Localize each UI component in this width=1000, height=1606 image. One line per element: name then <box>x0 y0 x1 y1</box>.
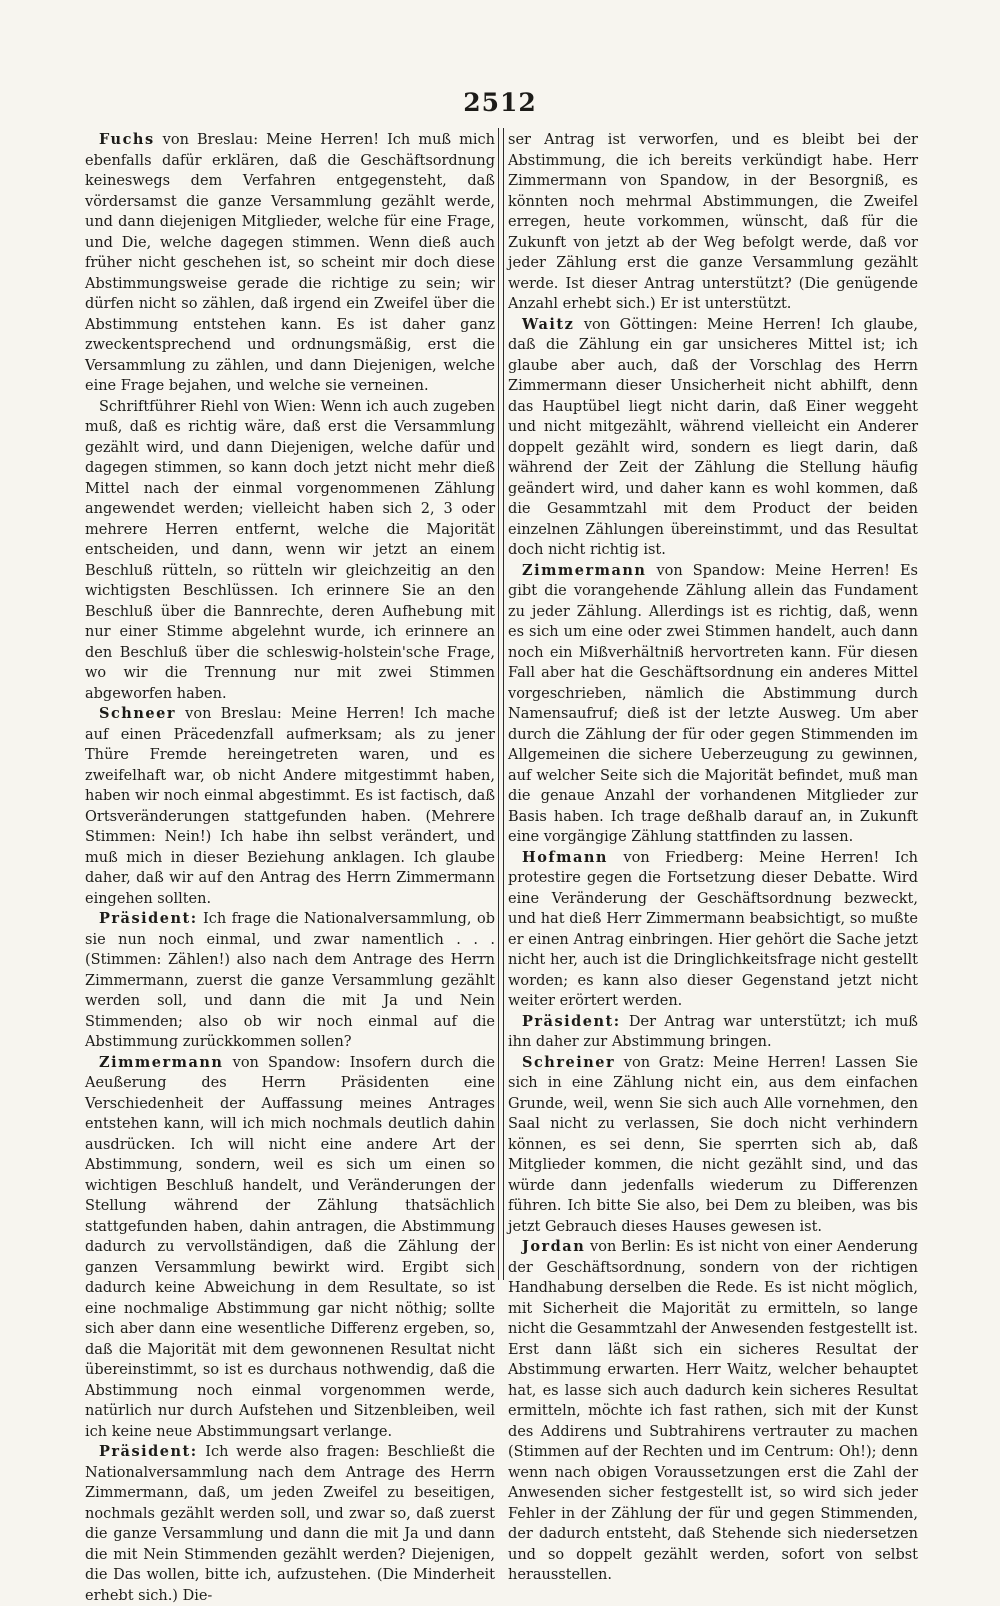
paragraph-text: Ich frage die Nationalversammlung, ob sie nun noch einmal, und zwar namentlich . . . (Stimmen: Zählen!) also nach dem Antrage des Herrn Zimmermann, zuerst die ganze Versammlung gezählt werden soll, und dann die mit Ja und Nein Stimmenden; also ob wir noch einmal auf die Abstimmung zurückkommen sollen? <box>85 911 495 1050</box>
speaker-name: Präsident: <box>99 1443 198 1460</box>
paragraph <box>85 1053 495 1443</box>
paragraph <box>508 130 918 315</box>
paragraph <box>508 315 918 561</box>
paragraph <box>508 561 918 848</box>
left-column <box>85 130 495 1606</box>
paragraph <box>508 1053 918 1238</box>
speaker-name: Präsident: <box>99 910 198 927</box>
paragraph <box>85 1442 495 1606</box>
paragraph <box>508 1012 918 1053</box>
paragraph-text: ser Antrag ist verworfen, und es bleibt bei der Abstimmung, die ich bereits verkündigt habe. Herr Zimmermann von Spandow, in der Besorgniß, es könnten noch mehrmal Abstimmungen, die Zweifel erregen, heute vorkommen, wünscht, daß für die Zukunft von jetzt ab der Weg befolgt werde, daß vor jeder Zählung erst die ganze Versammlung gezählt werde. Ist dieser Antrag unterstützt? (Die genügende Anzahl erhebt sich.) Er ist unterstützt. <box>508 132 918 312</box>
paragraph-text: von Göttingen: Meine Herren! Ich glaube, daß die Zählung ein gar unsicheres Mittel ist; ich glaube aber auch, daß der Vorschlag des Herrn Zimmermann dieser Unsicherheit nicht abhilft, denn das Hauptübel liegt nicht darin, daß Einer weggeht und nicht mitgezählt, während vielleicht ein Anderer doppelt gezählt wird, sondern es liegt darin, daß während der Zeit der Zählung die Stellung häufig geändert wird, und daher kann es wohl kommen, daß die Gesammtzahl mit dem Product der beiden einzelnen Zählungen übereinstimmt, und das Resultat doch nicht richtig ist. <box>508 316 918 558</box>
paragraph <box>508 1237 918 1586</box>
page-number: 2512 <box>463 88 537 117</box>
paragraph-text: von Spandow: Insofern durch die Aeußerung des Herrn Präsidenten eine Verschiedenheit der Auffassung meines Antrages entstehen kann, will ich mich nochmals deutlich dahin ausdrücken. Ich will nicht eine andere Art der Abstimmung, sondern, weil es sich um einen so wichtigen Beschluß handelt, und Veränderungen der Stellung während der Zählung thatsächlich stattgefunden haben, dahin antragen, die Abstimmung dadurch zu vervollständigen, daß die Zählung der ganzen Versammlung bewirkt wird. Ergibt sich dadurch keine Abweichung in dem Resultate, so ist eine nochmalige Abstimmung gar nicht nöthig; sollte sich aber dann eine wesentliche Differenz ergeben, so, daß die Majorität mit dem gewonnenen Resultat nicht übereinstimmt, so ist es durchaus nothwendig, daß die Abstimmung noch einmal vorgenommen werde, natürlich nur durch Aufstehen und Sitzenbleiben, weil ich keine neue Abstimmungsart verlange. <box>85 1054 495 1440</box>
paragraph-text: von Friedberg: Meine Herren! Ich protestire gegen die Fortsetzung dieser Debatte. Wird eine Veränderung der Geschäftsordnung bezweckt, und hat dieß Herr Zimmermann beabsichtigt, so mußte er einen Antrag einbringen. Hier gehört die Sache jetzt nicht her, auch ist die Dringlichkeitsfrage nicht gestellt worden; es kann also dieser Gegenstand jetzt nicht weiter erörtert werden. <box>508 849 918 1009</box>
paragraph <box>85 397 495 705</box>
speaker-name: Hofmann <box>522 848 608 866</box>
paragraph-text: von Breslau: Meine Herren! Ich mache auf einen Präcedenzfall aufmerksam; als zu jener Thüre Fremde hereingetreten waren, und es zweifelhaft war, ob nicht Andere mitgestimmt haben, haben wir noch einmal abgestimmt. Es ist factisch, daß Ortsveränderungen stattgefunden haben. (Mehrere Stimmen: Nein!) Ich habe ihn selbst verändert, und muß mich in dieser Beziehung anklagen. Ich glaube daher, daß wir auf den Antrag des Herrn Zimmermann eingehen sollten. <box>85 706 495 907</box>
paragraph-text: Ich werde also fragen: Beschließt die Nationalversammlung nach dem Antrage des Herrn Zimmermann, daß, um jeden Zweifel zu beseitigen, nochmals gezählt werden soll, und zwar so, daß zuerst die ganze Versammlung und dann die mit Ja und dann die mit Nein Stimmenden gezählt werden? Diejenigen, die Das wollen, bitte ich, aufzustehen. (Die Minderheit erhebt sich.) Die- <box>85 1444 495 1604</box>
speaker-name: Präsident: <box>522 1012 621 1030</box>
right-column <box>508 130 918 1586</box>
paragraph-text: von Breslau: Meine Herren! Ich muß mich ebenfalls dafür erklären, daß die Geschäftsordnung keineswegs dem Verfahren entgegensteht, daß vördersamst die ganze Versammlung gezählt werde, und dann diejenigen Mitglieder, welche für eine Frage, und Die, welche dagegen stimmen. Wenn dieß auch früher nicht geschehen ist, so scheint mir doch diese Abstimmungsweise gerade die richtige zu sein; wir dürfen nicht so zählen, daß irgend ein Zweifel über die Abstimmung entstehen kann. Es ist daher ganz zweckentsprechend und ordnungsmäßig, erst die Versammlung zu zählen, und dann Diejenigen, welche eine Frage bejahen, und welche sie verneinen. <box>85 132 495 394</box>
speaker-name: Schneer <box>99 705 176 722</box>
paragraph-text: von Spandow: Meine Herren! Es gibt die vorangehende Zählung allein das Fundament zu jeder Zählung. Allerdings ist es richtig, daß, wenn es sich um eine oder zwei Stimmen handelt, auch dann noch ein Mißverhältniß hervortreten kann. Für diesen Fall aber hat die Geschäftsordnung ein anderes Mittel vorgeschrieben, nämlich die Abstimmung durch Namensaufruf; dieß ist der letzte Ausweg. Um aber durch die Zählung der für oder gegen Stimmenden im Allgemeinen die sichere Ueberzeugung zu gewinnen, auf welcher Seite sich die Majorität befindet, muß man die genaue Anzahl der vorhandenen Mitglieder zur Basis haben. Ich trage deßhalb darauf an, in Zukunft eine vorgängige Zählung stattfinden zu lassen. <box>508 562 918 845</box>
paragraph <box>85 704 495 909</box>
speaker-name: Schreiner <box>522 1053 616 1071</box>
paragraph <box>85 130 495 397</box>
speaker-name: Fuchs <box>99 131 155 148</box>
paragraph-text: von Gratz: Meine Herren! Lassen Sie sich in eine Zählung nicht ein, aus dem einfachen Grunde, weil, wenn Sie sich auch Alle vornehmen, den Saal nicht zu verlassen, Sie doch nicht verhindern können, es sei denn, Sie sperrten sich ab, daß Mitglieder kommen, die nicht gezählt sind, und das würde dann jedenfalls wiederum zu Differenzen führen. Ich bitte Sie also, bei Dem zu bleiben, was bis jetzt Gebrauch dieses Hauses gewesen ist. <box>508 1054 918 1235</box>
paragraph <box>85 909 495 1053</box>
speaker-name: Waitz <box>522 315 575 333</box>
column-divider <box>498 128 504 1280</box>
paragraph-text: Der Antrag war unterstützt; ich muß ihn daher zur Abstimmung bringen. <box>508 1013 918 1050</box>
speaker-name: Zimmermann <box>522 561 647 579</box>
speaker-name: Jordan <box>522 1238 586 1255</box>
paragraph-text: Schriftführer Riehl von Wien: Wenn ich auch zugeben muß, daß es richtig wäre, daß erst die Versammlung gezählt wird, und dann Diejenigen, welche dafür und dagegen stimmen, so kann doch jetzt nicht mehr dieß Mittel nach der einmal vorgenommenen Zählung angewendet werden; vielleicht haben sich 2, 3 oder mehrere Herren entfernt, welche die Majorität entscheiden, und dann, wenn wir jetzt an einem Beschluß rütteln, so rütteln wir gleichzeitig an den wichtigsten Beschlüssen. Ich erinnere Sie an den Beschluß über die Bannrechte, deren Aufhebung mit nur einer Stimme abgelehnt wurde, ich erinnere an den Beschluß über die schleswig-holstein'sche Frage, wo wir die Trennung nur mit zwei Stimmen abgeworfen haben. <box>85 398 495 702</box>
paragraph-text: von Berlin: Es ist nicht von einer Aenderung der Geschäftsordnung, sondern von der richtigen Handhabung derselben die Rede. Es ist nicht möglich, mit Sicherheit die Majorität zu ermitteln, so lange nicht die Gesammtzahl der Anwesenden festgestellt ist. Erst dann läßt sich ein sicheres Resultat der Abstimmung erwarten. Herr Waitz, welcher behauptet hat, es lasse sich auch dadurch kein sicheres Resultat ermitteln, möchte ich fast rathen, sich mit der Kunst des Addirens und Subtrahirens vertrauter zu machen (Stimmen auf der Rechten und im Centrum: Oh!); denn wenn nach obigen Voraussetzungen erst die Zahl der Anwesenden sicher festgestellt ist, so wird sich jeder Fehler in der Zählung der für und gegen Stimmenden, der dadurch entsteht, daß Stehende sich niedersetzen und so doppelt gezählt werden, sofort von selbst herausstellen. <box>508 1239 918 1583</box>
speaker-name: Zimmermann <box>99 1053 224 1071</box>
paragraph <box>508 848 918 1012</box>
